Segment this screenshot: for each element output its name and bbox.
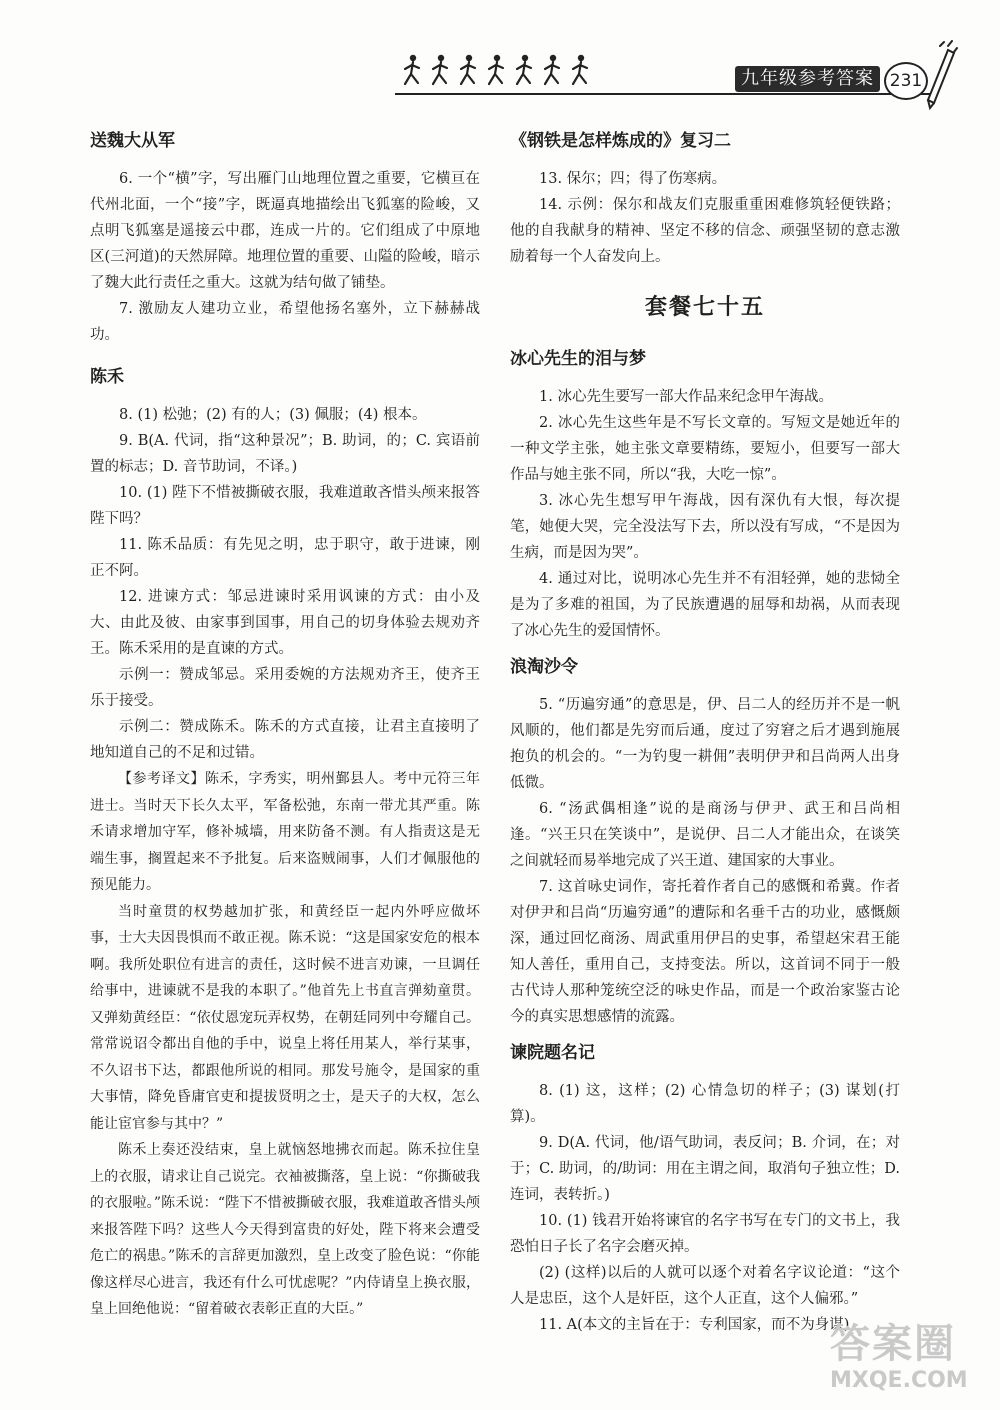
answer-paragraph: 7. 激励友人建功立业，希望他扬名塞外，立下赫赫战功。	[90, 301, 480, 343]
running-figures-icon	[395, 50, 605, 92]
section-title: 谏院题名记	[510, 1043, 595, 1063]
answer-paragraph: 7. 这首咏史词作，寄托着作者自己的感慨和希冀。作者对伊尹和吕尚“历遍穷通”的遭际和名垂千古的功业，感慨颇深，通过回忆商汤、周武重用伊吕的史事，希望赵宋君王能知人善任，重用自己，支持变法。所以，这首词不同于一般古代诗人那种笼统空泛的咏史作品，而是一个政治家鉴古论今的真实思想感情的流露。	[510, 879, 900, 1025]
section-title: 送魏大从军	[90, 131, 175, 151]
reference-translation: 【参考译文】陈禾，字秀实，明州鄞县人。考中元符三年进士。当时天下长久太平，军备松弛，东南一带尤其严重。陈禾请求增加守军，修补城墙，用来防备不测。有人指责这是无端生事，搁置起来不予批复。后来盗贼闹事，人们才佩服他的预见能力。	[90, 771, 480, 893]
answer-paragraph: 4. 通过对比，说明冰心先生并不有泪轻弹，她的悲恸全是为了多难的祖国，为了民族遭遇的屈辱和劫祸，从而表现了冰心先生的爱国情怀。	[510, 571, 900, 639]
answer-paragraph: 示例二：赞成陈禾。陈禾的方式直接，让君主直接明了地知道自己的不足和过错。	[90, 719, 480, 761]
answer-paragraph: 9. D(A. 代词，他/语气助词，表反问；B. 介词，在；对于；C. 助词，的/助词：用在主谓之间，取消句子独立性；D. 连词，表转折。)	[510, 1135, 900, 1203]
section-title: 《钢铁是怎样炼成的》复习二	[510, 131, 731, 151]
answer-paragraph: 10. (1) 钱君开始将谏官的名字书写在专门的文书上，我恐怕日子长了名字会磨灭掉。	[510, 1213, 900, 1255]
answer-paragraph: 11. A(本文的主旨在于：专利国家，而不为身谋)	[539, 1317, 850, 1333]
reference-translation: 当时童贯的权势越加扩张，和黄经臣一起内外呼应做坏事，士大夫因畏惧而不敢正视。陈禾说：“这是国家安危的根本啊。我所处职位有进言的责任，这时候不进言劝谏，一旦调任给事中，进谏就不是我的本职了。”他首先上书直言弹劾童贯。又弹劾黄经臣：“依仗恩宠玩弄权势，在朝廷同列中夸耀自己。常常说诏令都出自他的手中，说皇上将任用某人，举行某事，不久诏书下达，都跟他所说的相同。那发号施令，是国家的重大事情，降免昏庸官吏和提拔贤明之士，是天子的大权，怎么能让宦官参与其中？”	[90, 903, 480, 1132]
header-title: 九年级参考答案	[735, 66, 880, 92]
answer-paragraph: 1. 冰心先生要写一部大作品来纪念甲午海战。	[539, 389, 833, 405]
answer-paragraph: (2) (这样)以后的人就可以逐个对着名字议论道：“这个人是忠臣，这个人是奸臣，这个人正直，这个人偏邪。”	[510, 1265, 900, 1307]
section-title: 陈禾	[90, 367, 124, 387]
answer-paragraph: 6. 一个“横”字，写出雁门山地理位置之重要，它横亘在代州北面，一个“接”字，既逼真地描绘出飞狐塞的险峻，又点明飞狐塞是遥接云中郡，连成一片的。它们组成了中原地区(三河道)的天然屏障。地理位置的重要、山隘的险峻，暗示了魏大此行责任之重大。这就为结句做了铺垫。	[90, 171, 480, 291]
reference-translation: 陈禾上奏还没结束，皇上就恼怒地拂衣而起。陈禾拉住皇上的衣服，请求让自己说完。衣袖被撕落，皇上说：“你撕破我的衣服啦。”陈禾说：“陛下不惜被撕破衣服，我难道敢吝惜头颅来报答陛下吗？这些人今天得到富贵的好处，陛下将来会遭受危亡的祸患。”陈禾的言辞更加激烈，皇上改变了脸色说：“你能像这样尽心进言，我还有什么可忧虑呢？”内侍请皇上换衣服，皇上回绝他说：“留着破衣表彰正直的大臣。”	[90, 1142, 480, 1317]
answer-paragraph: 8. (1) 松弛；(2) 有的人；(3) 佩服；(4) 根本。	[119, 407, 427, 423]
left-column	[90, 118, 480, 1323]
answer-paragraph: 2. 冰心先生这些年是不写长文章的。写短文是她近年的一种文学主张，她主张文章要精练，要短小，但要写一部大作品与她主张不同，所以“我，大吃一惊”。	[510, 415, 900, 483]
answer-paragraph: 5. “历遍穷通”的意思是，伊、吕二人的经历并不是一帆风顺的，他们都是先穷而后通，度过了穷窘之后才遇到施展抱负的机会的。“一为钓叟一耕佣”表明伊尹和吕尚两人出身低微。	[510, 697, 900, 791]
section-title: 冰心先生的泪与梦	[510, 349, 646, 369]
answer-paragraph: 14. 示例：保尔和战友们克服重重困难修筑轻便铁路；他的自我献身的精神、坚定不移的信念、顽强坚韧的意志激励着每一个人奋发向上。	[510, 197, 900, 265]
answer-paragraph: 示例一：赞成邹忌。采用委婉的方法规劝齐王，使齐王乐于接受。	[90, 667, 480, 709]
right-column	[510, 118, 900, 1338]
set-title: 套餐七十五	[644, 295, 765, 320]
section-title: 浪淘沙令	[510, 657, 578, 677]
answer-paragraph: 10. (1) 陛下不惜被撕破衣服，我难道敢吝惜头颅来报答陛下吗？	[90, 485, 480, 527]
watermark-url: MXQE.COM	[830, 1368, 968, 1393]
watermark-text: 答案圈	[830, 1321, 956, 1367]
answer-paragraph: 3. 冰心先生想写甲午海战，因有深仇有大恨，每次提笔，她便大哭，完全没法写下去，所以没有写成，“不是因为生病，而是因为哭”。	[510, 493, 900, 561]
watermark-logo	[830, 1320, 990, 1400]
answer-paragraph: 9. B(A. 代词，指“这种景况”；B. 助词，的；C. 宾语前置的标志；D. 音节助词，不译。)	[90, 433, 480, 475]
answer-paragraph: 13. 保尔；四；得了伤寒病。	[539, 171, 727, 187]
pencil-icon	[918, 40, 958, 110]
header-rule	[395, 93, 930, 95]
answer-paragraph: 8. (1) 这，这样；(2) 心情急切的样子；(3) 谋划(打算)。	[510, 1083, 900, 1125]
answer-paragraph: 12. 进谏方式：邹忌进谏时采用讽谏的方式：由小及大、由此及彼、由家事到国事，用自己的切身体验去规劝齐王。陈禾采用的是直谏的方式。	[90, 589, 480, 657]
answer-paragraph: 11. 陈禾品质：有先见之明，忠于职守，敢于进谏，刚正不阿。	[90, 537, 480, 579]
answer-paragraph: 6. “汤武偶相逢”说的是商汤与伊尹、武王和吕尚相逢。“兴王只在笑谈中”，是说伊、吕二人才能出众，在谈笑之间就轻而易举地完成了兴王道、建国家的大事业。	[510, 801, 900, 869]
page-header	[0, 0, 1000, 110]
page-number: 231	[884, 62, 928, 100]
